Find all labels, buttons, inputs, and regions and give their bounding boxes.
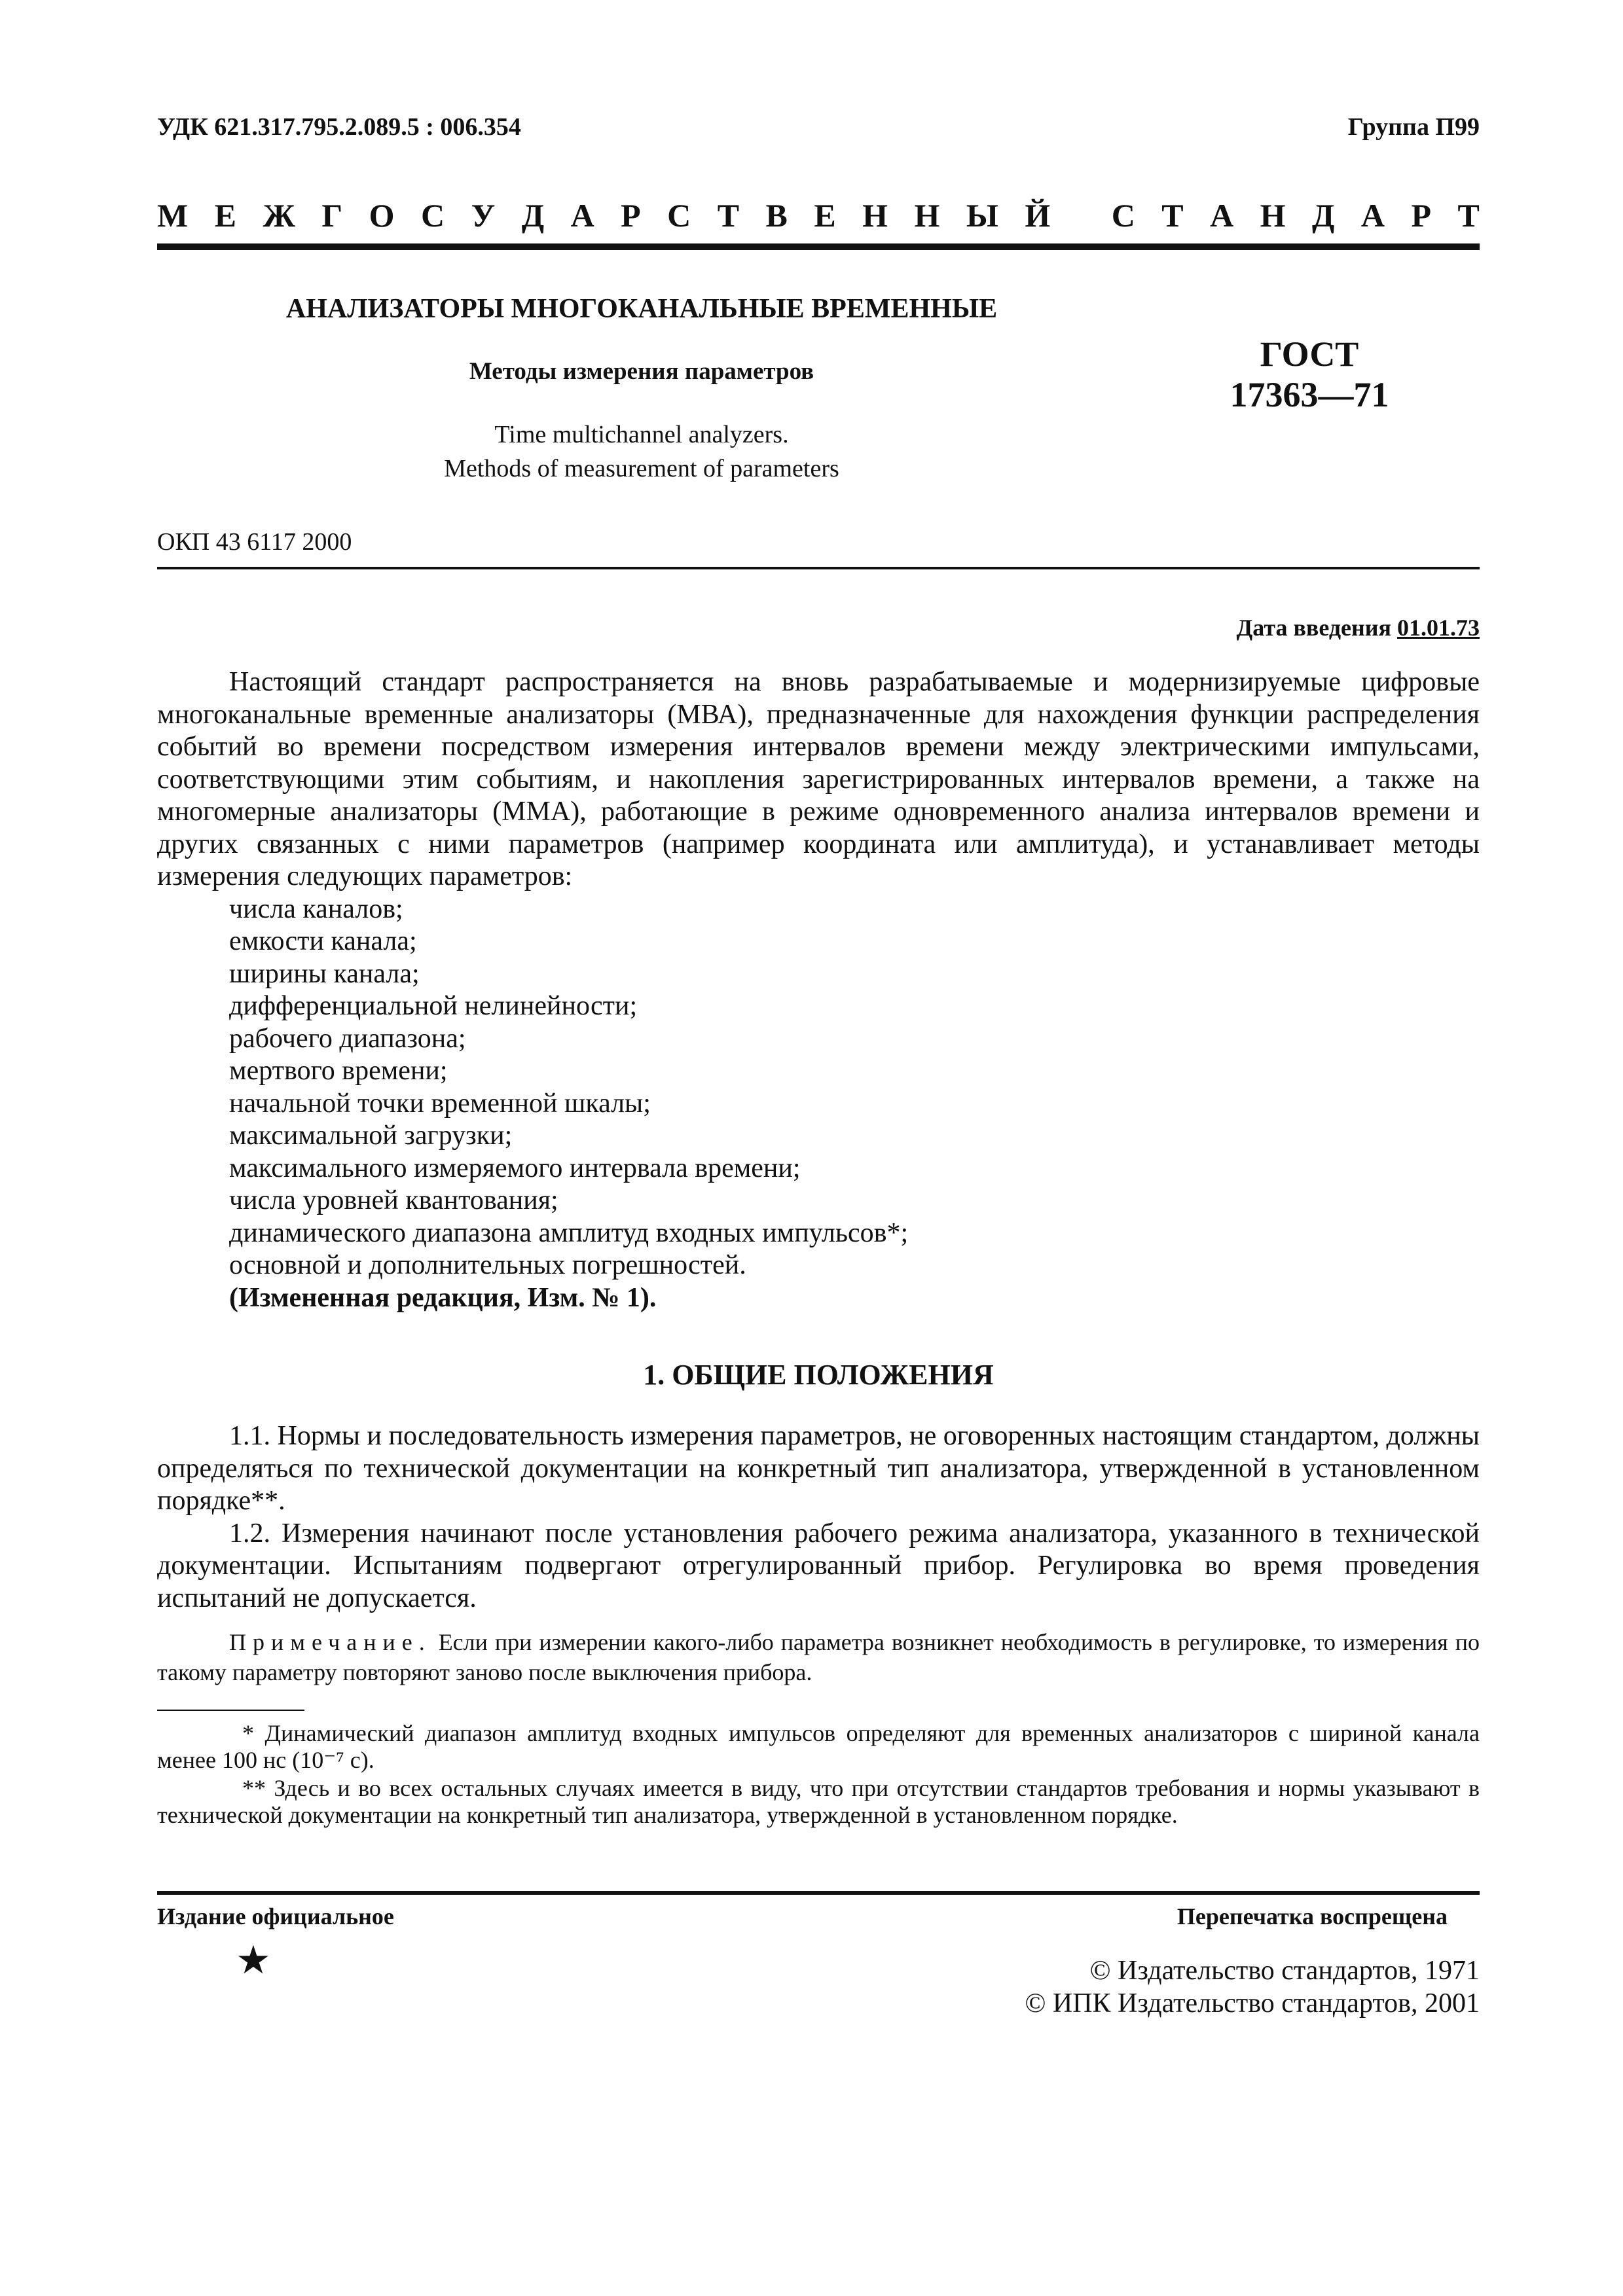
gost-code: 17363—71 [1230, 375, 1389, 414]
note-text: Если при измерении какого-либо параметра возникнет необходимость в регулировке, то измерения по такому параметру повторяют заново после выключения прибора. [157, 1629, 1480, 1685]
banner-rule [157, 243, 1480, 250]
banner-letter: Е [214, 197, 237, 234]
footnote-2: ** Здесь и во всех остальных случаях имеется в виду, что при отсутствии стандартов требования и нормы указывают в технической документации на конкретный тип анализатора, утвержденной в установленном порядке. [157, 1775, 1480, 1828]
banner-letter: А [570, 197, 594, 234]
banner-letter: В [765, 197, 788, 234]
banner-letter: Т [717, 197, 740, 234]
gost-label: ГОСТ [1260, 334, 1359, 374]
list-item: основной и дополнительных погрешностей. [229, 1250, 746, 1280]
group-code: Группа П99 [1347, 113, 1480, 141]
star-icon: ★ [236, 1939, 271, 1982]
udk-code: УДК 621.317.795.2.089.5 : 006.354 [157, 113, 521, 141]
effective-date [1237, 614, 1480, 641]
list-item: числа уровней квантования; [229, 1185, 558, 1215]
list-item: мертвого времени; [229, 1056, 448, 1086]
banner-gap [1077, 196, 1085, 234]
banner-letter: Е [814, 197, 836, 234]
banner-letter: У [471, 197, 496, 234]
banner-letter: Т [1161, 197, 1184, 234]
note-label: Примечание. [229, 1629, 431, 1655]
footnote-rule [157, 1710, 304, 1711]
date-label: Дата введения [1236, 615, 1391, 641]
date-value: 01.01.73 [1397, 615, 1480, 641]
copyright-block [1025, 1954, 1480, 2020]
parameter-list [157, 893, 1480, 1282]
banner-letter: Д [1312, 197, 1335, 234]
copyright-line: © ИПК Издательство стандартов, 2001 [1025, 1988, 1480, 2018]
section-1-body [157, 1420, 1480, 1615]
list-item: ширины канала; [229, 958, 420, 989]
list-item: числа каналов; [229, 893, 403, 924]
banner-letter: Й [1025, 197, 1051, 234]
list-item: динамического диапазона амплитуд входных импульсов*; [229, 1217, 909, 1248]
reprint-prohibited-label: Перепечатка воспрещена [1176, 1903, 1448, 1929]
english-title-line: Time multichannel analyzers. [494, 421, 789, 448]
intro-section [157, 666, 1480, 1314]
banner-letter: С [667, 197, 691, 234]
list-item: максимального измеряемого интервала времени; [229, 1153, 801, 1183]
document-subtitle: Методы измерения параметров [469, 358, 814, 385]
list-item: емкости канала; [229, 926, 417, 956]
official-edition-label: Издание официальное [157, 1903, 394, 1929]
interstate-standard-banner [157, 196, 1480, 234]
clause-1-1: 1.1. Нормы и последовательность измерения параметров, не оговоренных настоящим стандартом, должны определяться по технической документации на конкретный тип анализатора, утвержденной в установленном порядке**. [157, 1421, 1480, 1516]
intro-paragraph: Настоящий стандарт распространяется на вновь разрабатываемые и модернизируемые цифровые многоканальные временные анализаторы (МВА), предназначенные для нахождения функции распределения событий во времени посредством измерения интервалов времени между электрическими импульсами, соответствующими этим событиям, и накопления зарегистрированных интервалов времени, а также на многомерные анализаторы (ММА), работающие в режиме одновременного анализа интервалов времени и других связанных с ними параметров (например координата или амплитуда), и устанавливает методы измерения следующих параметров: [157, 667, 1480, 891]
document-title: АНАЛИЗАТОРЫ МНОГОКАНАЛЬНЫЕ ВРЕМЕННЫЕ [285, 294, 998, 324]
banner-letter: С [1111, 197, 1135, 234]
banner-letter: Р [621, 197, 641, 234]
amendment-note: (Измененная редакция, Изм. № 1). [229, 1282, 657, 1313]
banner-letter: Н [862, 197, 888, 234]
footer-rule [157, 1891, 1480, 1895]
footnote-1: * Динамический диапазон амплитуд входных импульсов определяют для временных анализаторов с шириной канала менее 100 нс (10⁻⁷ с). [157, 1720, 1480, 1773]
banner-letter: Г [321, 197, 343, 234]
banner-letter: С [421, 197, 445, 234]
section-heading: 1. ОБЩИЕ ПОЛОЖЕНИЯ [643, 1359, 994, 1391]
banner-letter: М [157, 197, 189, 234]
clause-1-2: 1.2. Измерения начинают после установления рабочего режима анализатора, указанного в технической документации. Испытаниям подвергают отрегулированный прибор. Регулировка во время проведения испытаний не допускается. [157, 1518, 1480, 1613]
copyright-line: © Издательство стандартов, 1971 [1089, 1956, 1480, 1986]
banner-letter: Р [1411, 197, 1431, 234]
list-item: максимальной загрузки; [229, 1121, 513, 1151]
header-rule [157, 567, 1480, 569]
banner-letter: Ж [263, 197, 295, 234]
banner-letter: Н [914, 197, 940, 234]
list-item: начальной точки временной шкалы; [229, 1088, 651, 1119]
banner-letter: Ы [966, 197, 998, 234]
english-title [157, 418, 1126, 486]
banner-letter: О [369, 197, 395, 234]
english-title-line: Methods of measurement of parameters [444, 455, 839, 482]
banner-letter: Т [1457, 197, 1480, 234]
list-item: рабочего диапазона; [229, 1023, 466, 1054]
banner-letter: А [1210, 197, 1234, 234]
gost-number [1211, 334, 1408, 415]
okp-code: ОКП 43 6117 2000 [157, 528, 352, 556]
banner-letter: А [1360, 197, 1385, 234]
banner-letter: Н [1260, 197, 1286, 234]
note-paragraph [157, 1627, 1480, 1687]
banner-letter: Д [521, 197, 545, 234]
list-item: дифференциальной нелинейности; [229, 991, 638, 1021]
